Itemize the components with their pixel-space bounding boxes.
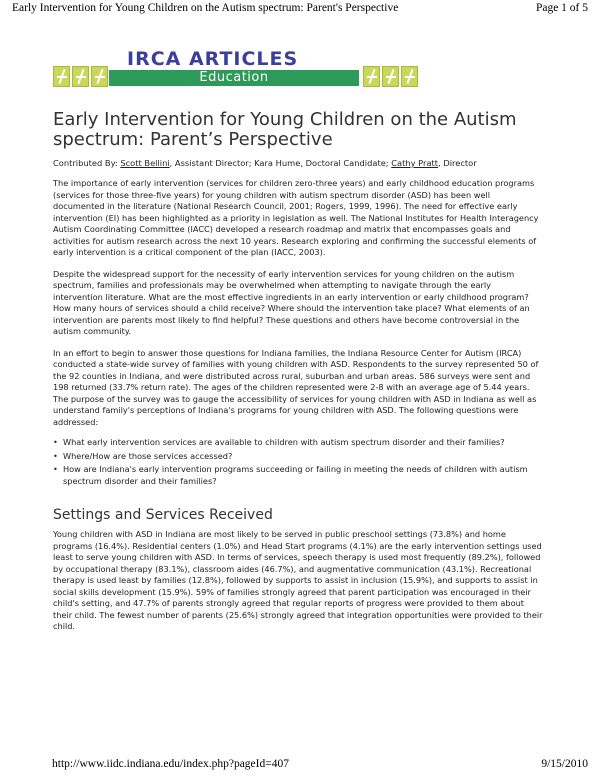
page-number: Page 1 of 5 bbox=[535, 2, 588, 14]
article bbox=[53, 110, 543, 633]
print-header-title: Early Intervention for Young Children on the Autism spectrum: Parent's Perspective bbox=[12, 2, 399, 14]
print-date: 9/15/2010 bbox=[541, 758, 588, 770]
paragraph-1: The importance of early intervention (services for children zero-three years) and early childhood education programs (services for those three-five years) for young children with autism spectrum disorder (ASD) has been well documented in the literature (National Research Council, 2001; Rogers, 1999, 1996). The need for effective early intervention (EI) has been highlighted as a priority in legislation as well. The National Institutes for Health Interagency Autism Coordinating Committee (IACC) developed a research roadmap and matrix that encompasses goals and activities for autism research across the next 10 years. Research exploring and confirming the successful elements of early intervention is a critical component of the plan (IACC, 2003). bbox=[53, 178, 539, 257]
print-header bbox=[12, 2, 588, 18]
print-footer bbox=[12, 758, 588, 774]
contributors-line bbox=[53, 158, 543, 169]
banner-bar bbox=[109, 70, 359, 86]
list-item bbox=[53, 437, 543, 449]
questions-list bbox=[53, 437, 543, 487]
list-item bbox=[53, 451, 543, 463]
decorative-tile-icon bbox=[53, 66, 70, 87]
bullet-icon: • bbox=[53, 437, 58, 447]
contrib-prefix: Contributed By: bbox=[53, 158, 121, 168]
list-item bbox=[53, 464, 543, 487]
article-title: Early Intervention for Young Children on the Autism spectrum: Parent’s Perspective bbox=[53, 109, 517, 150]
banner-title: IRCA ARTICLES bbox=[127, 48, 299, 70]
author-link-bellini[interactable]: Scott Bellini bbox=[120, 158, 170, 168]
page-url: http://www.iidc.indiana.edu/index.php?pageId=407 bbox=[52, 758, 289, 770]
decorative-tile-icon bbox=[72, 66, 89, 87]
list-item-text: How are Indiana's early intervention programs succeeding or failing in meeting the needs of children with autism spectrum disorder and their families? bbox=[63, 464, 528, 486]
section-heading: Settings and Services Received bbox=[53, 507, 273, 523]
author-link-pratt[interactable]: Cathy Pratt bbox=[391, 158, 439, 168]
author1-role: , Assistant Director; Kara Hume, Doctoral Candidate; bbox=[169, 158, 392, 168]
author2-role: , Director bbox=[438, 158, 477, 168]
paragraph-2: Despite the widespread support for the necessity of early intervention services for young children on the autism spectrum, families and professionals may be overwhelmed when attempting to navigate through the early intervention literature. What are the most effective ingredients in an early intervention or early childhood program? How many hours of services should a child receive? Where should the intervention take place? What elements of an intervention are parents most likely to find helpful? These questions and others have become controversial in the autism community. bbox=[53, 268, 530, 336]
bullet-icon: • bbox=[53, 450, 58, 461]
decorative-tile-icon bbox=[363, 66, 380, 87]
decorative-tile-icon bbox=[382, 66, 399, 87]
paragraph-3: In an effort to begin to answer those questions for Indiana families, the Indiana Resource Center for Autism (IRCA) conducted a state-wide survey of families with young children with ASD. Respondents to the survey represented 50 of the 92 counties in Indiana, and were distributed across rural, suburban and urban areas. 586 surveys were sent and 198 returned (33.7% return rate). The ages of the children represented were 2-8 with an average age of 5.44 years. The purpose of the survey was to gauge the accessibility of services for young children with ASD in Indiana as well as understand family's perceptions of Indiana's programs for young children with ASD. The following questions were addressed: bbox=[53, 347, 539, 427]
irca-articles-banner bbox=[53, 48, 413, 88]
list-item-text: What early intervention services are available to children with autism spectrum disorder and their families? bbox=[63, 437, 505, 447]
banner-subtitle: Education bbox=[199, 70, 269, 85]
bullet-icon: • bbox=[53, 464, 58, 474]
decorative-tile-icon bbox=[91, 66, 108, 87]
list-item-text: Where/How are those services accessed? bbox=[63, 450, 233, 461]
paragraph-4: Young children with ASD in Indiana are most likely to be served in public preschool settings (73.8%) and home programs (16.4%). Residential centers (1.0%) and Head Start programs (4.1%) are the early intervention settings used least to serve young children with ASD. In terms of services, speech therapy is used most frequently (89.2%), followed by occupational therapy (83.1%), classroom aides (46.7%), and augmentative communication (43.1%). Recreational therapy is used least by families (12.8%), followed by supports to assist in inclusion (15.9%), and supports to assist in social skills development (15.9%). 59% of families strongly agreed that parent participation was encouraged in their child's setting, and 47.7% of parents strongly agreed that regular reports of progress were provided to them about their child. The fewest number of parents (25.6%) strongly agreed that integration opportunities were provided to their child. bbox=[53, 529, 543, 631]
decorative-tile-icon bbox=[401, 66, 418, 87]
